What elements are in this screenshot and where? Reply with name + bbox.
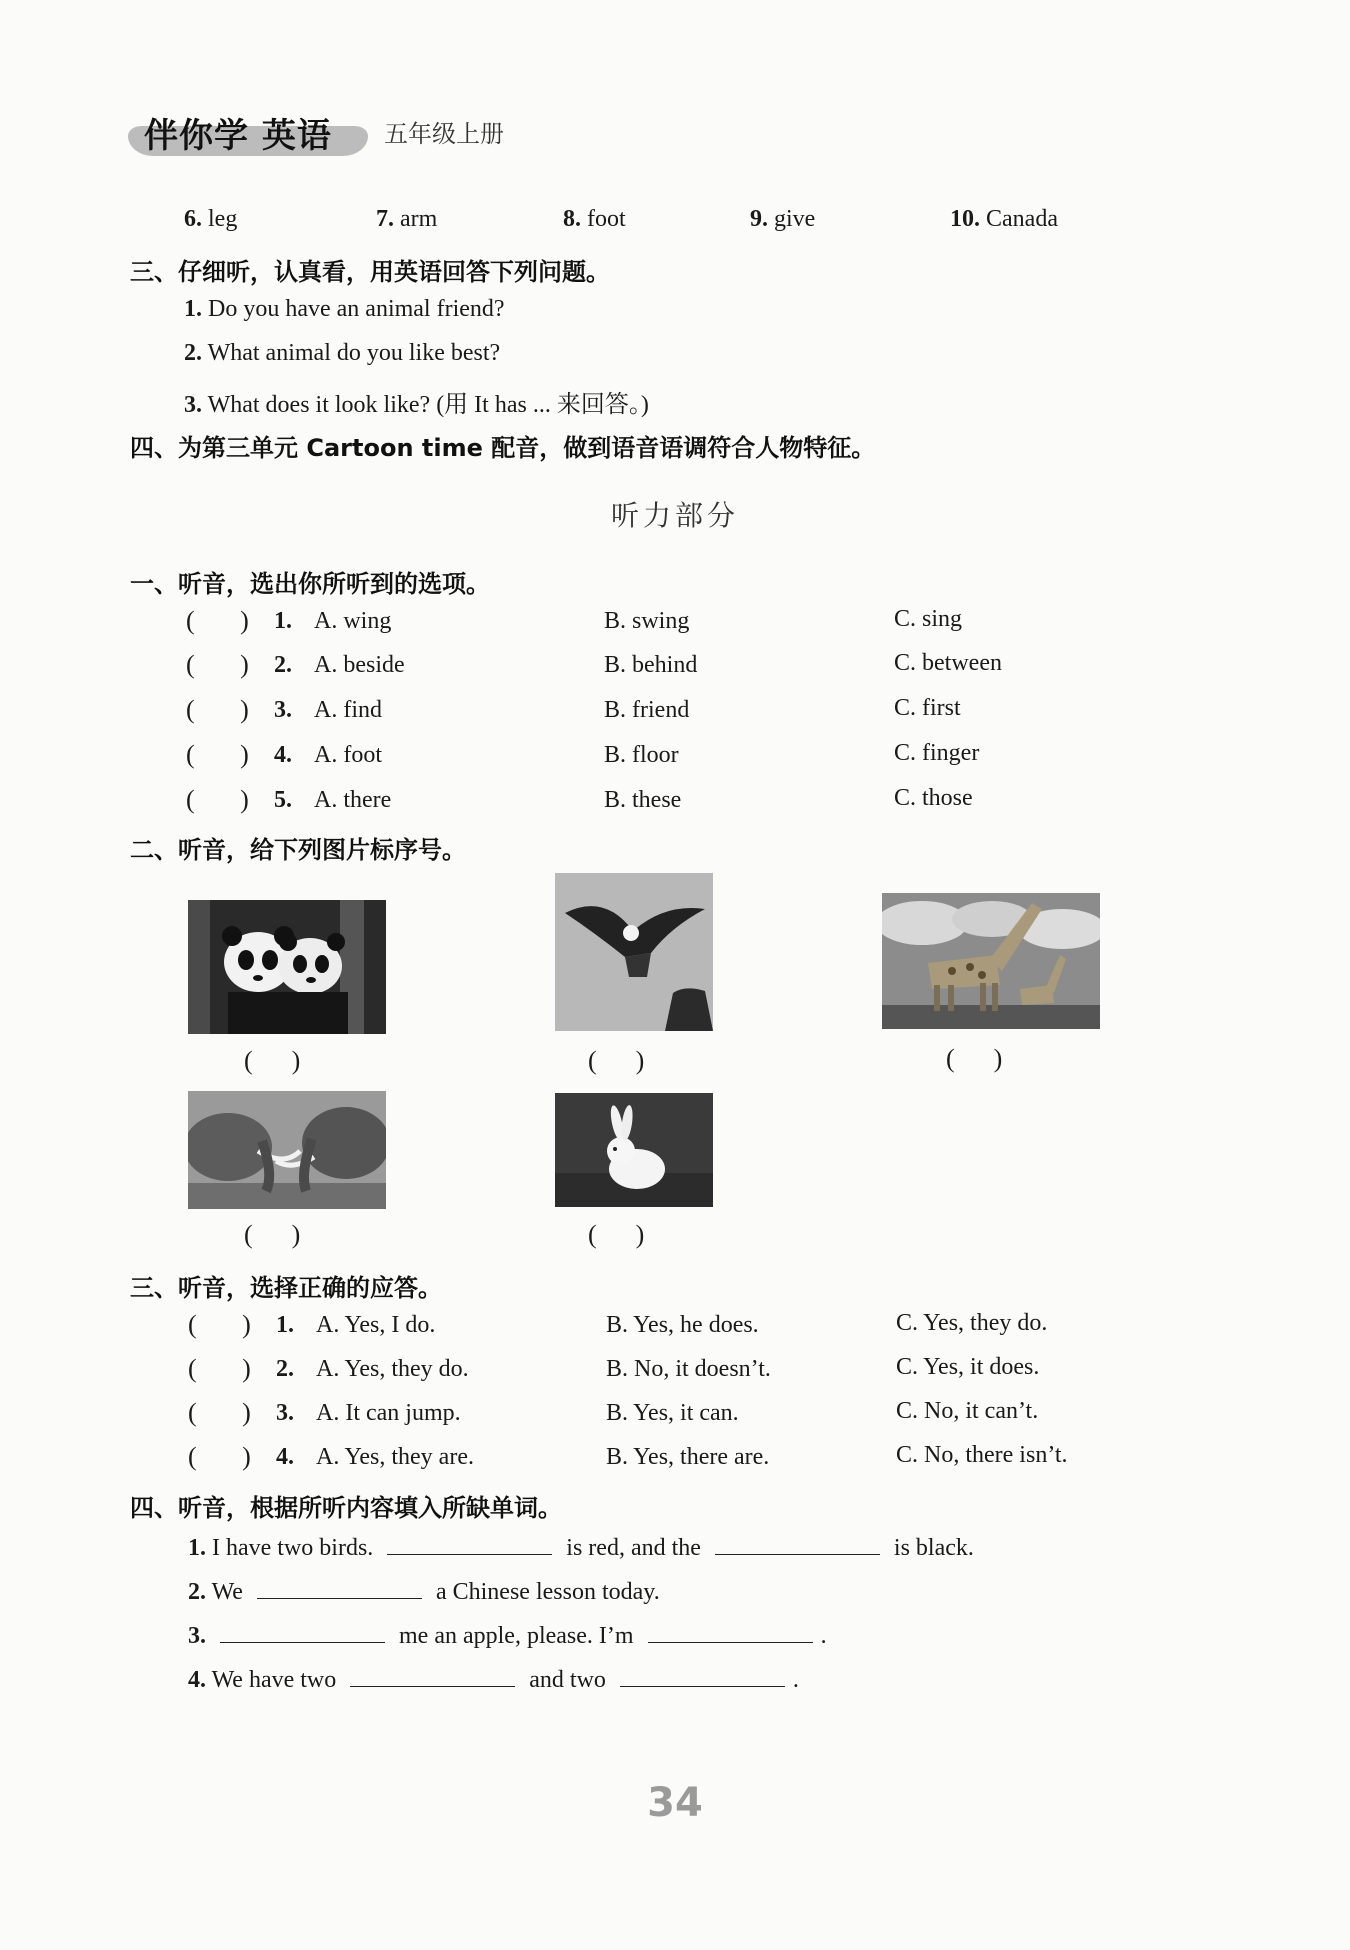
option-c: C. sing xyxy=(894,606,963,632)
option-b: B. these xyxy=(604,787,682,813)
option-a: A. there xyxy=(314,787,392,813)
listening4-heading: 四、听音，根据所听内容填入所缺单词。 xyxy=(130,1494,562,1522)
fill-blank[interactable] xyxy=(648,1620,813,1643)
brand-title: 伴你学 英语 xyxy=(144,116,332,156)
fill-blank[interactable] xyxy=(220,1620,385,1643)
answer-blank[interactable]: ( ) xyxy=(186,695,249,724)
option-c: C. No, there isn’t. xyxy=(896,1442,1068,1468)
eagle-photo xyxy=(555,873,713,1031)
listening2-heading: 二、听音，给下列图片标序号。 xyxy=(130,836,466,864)
grade-label: 五年级上册 xyxy=(384,120,504,148)
word-item: 7. arm xyxy=(376,206,438,232)
item-number: 3. xyxy=(276,1400,294,1426)
fill-blank[interactable] xyxy=(620,1664,785,1687)
answer-blank[interactable]: ( ) xyxy=(186,740,249,769)
question-line: 3. What does it look like? (用 It has ... 来回答。) xyxy=(184,392,649,418)
brand-logo xyxy=(128,104,378,160)
item-number: 1. xyxy=(276,1312,294,1338)
item-number: 5. xyxy=(274,787,292,813)
option-c: C. between xyxy=(894,650,1002,676)
option-b: B. swing xyxy=(604,608,690,634)
fill-blank-line: 4. We have two and two . xyxy=(188,1664,799,1694)
picture-number-blank[interactable]: ( ) xyxy=(244,1220,301,1249)
item-number: 2. xyxy=(276,1356,294,1382)
option-b: B. Yes, there are. xyxy=(606,1444,770,1470)
item-number: 2. xyxy=(274,652,292,678)
word-item: 8. foot xyxy=(563,206,626,232)
answer-blank[interactable]: ( ) xyxy=(186,785,249,814)
answer-blank[interactable]: ( ) xyxy=(188,1354,251,1383)
option-c: C. finger xyxy=(894,740,980,766)
giraffe-photo xyxy=(882,893,1100,1029)
fill-blank[interactable] xyxy=(387,1532,552,1555)
page-number: 34 xyxy=(647,1780,703,1826)
answer-blank[interactable]: ( ) xyxy=(186,650,249,679)
option-b: B. Yes, it can. xyxy=(606,1400,739,1426)
option-a: A. find xyxy=(314,697,382,723)
option-a: A. Yes, I do. xyxy=(316,1312,436,1338)
option-c: C. Yes, it does. xyxy=(896,1354,1040,1380)
item-number: 3. xyxy=(274,697,292,723)
answer-blank[interactable]: ( ) xyxy=(188,1442,251,1471)
option-c: C. No, it can’t. xyxy=(896,1398,1039,1424)
option-b: B. floor xyxy=(604,742,679,768)
section4-heading: 四、为第三单元 Cartoon time 配音，做到语音语调符合人物特征。 xyxy=(130,434,876,462)
option-b: B. friend xyxy=(604,697,690,723)
question-line: 1. Do you have an animal friend? xyxy=(184,296,505,322)
option-b: B. behind xyxy=(604,652,698,678)
section3-heading: 三、仔细听，认真看，用英语回答下列问题。 xyxy=(130,258,610,286)
listening1-heading: 一、听音，选出你所听到的选项。 xyxy=(130,570,490,598)
fill-blank[interactable] xyxy=(715,1532,880,1555)
rabbit-photo xyxy=(555,1093,713,1207)
item-number: 4. xyxy=(276,1444,294,1470)
item-number: 1. xyxy=(274,608,292,634)
listening-section-title: 听力部分 xyxy=(610,499,739,532)
picture-number-blank[interactable]: ( ) xyxy=(946,1044,1003,1073)
item-number: 4. xyxy=(274,742,292,768)
answer-blank[interactable]: ( ) xyxy=(188,1398,251,1427)
picture-number-blank[interactable]: ( ) xyxy=(244,1046,301,1075)
fill-blank-line: 2. We a Chinese lesson today. xyxy=(188,1576,660,1606)
option-c: C. first xyxy=(894,695,961,721)
option-a: A. foot xyxy=(314,742,382,768)
fill-blank[interactable] xyxy=(257,1576,422,1599)
fill-blank-line: 1. I have two birds. is red, and the is black. xyxy=(188,1532,974,1562)
question-line: 2. What animal do you like best? xyxy=(184,340,501,366)
picture-number-blank[interactable]: ( ) xyxy=(588,1046,645,1075)
option-b: B. Yes, he does. xyxy=(606,1312,759,1338)
picture-number-blank[interactable]: ( ) xyxy=(588,1220,645,1249)
option-c: C. those xyxy=(894,785,973,811)
option-c: C. Yes, they do. xyxy=(896,1310,1048,1336)
word-item: 6. leg xyxy=(184,206,238,232)
word-item: 9. give xyxy=(750,206,816,232)
listening3-heading: 三、听音，选择正确的应答。 xyxy=(130,1274,442,1302)
fill-blank-line: 3. me an apple, please. I’m . xyxy=(188,1620,827,1650)
panda-photo xyxy=(188,900,386,1034)
option-b: B. No, it doesn’t. xyxy=(606,1356,771,1382)
option-a: A. It can jump. xyxy=(316,1400,461,1426)
word-item: 10. Canada xyxy=(950,206,1058,232)
option-a: A. Yes, they are. xyxy=(316,1444,474,1470)
elephant-photo xyxy=(188,1091,386,1209)
option-a: A. beside xyxy=(314,652,405,678)
answer-blank[interactable]: ( ) xyxy=(188,1310,251,1339)
answer-blank[interactable]: ( ) xyxy=(186,606,249,635)
option-a: A. wing xyxy=(314,608,392,634)
fill-blank[interactable] xyxy=(350,1664,515,1687)
option-a: A. Yes, they do. xyxy=(316,1356,469,1382)
